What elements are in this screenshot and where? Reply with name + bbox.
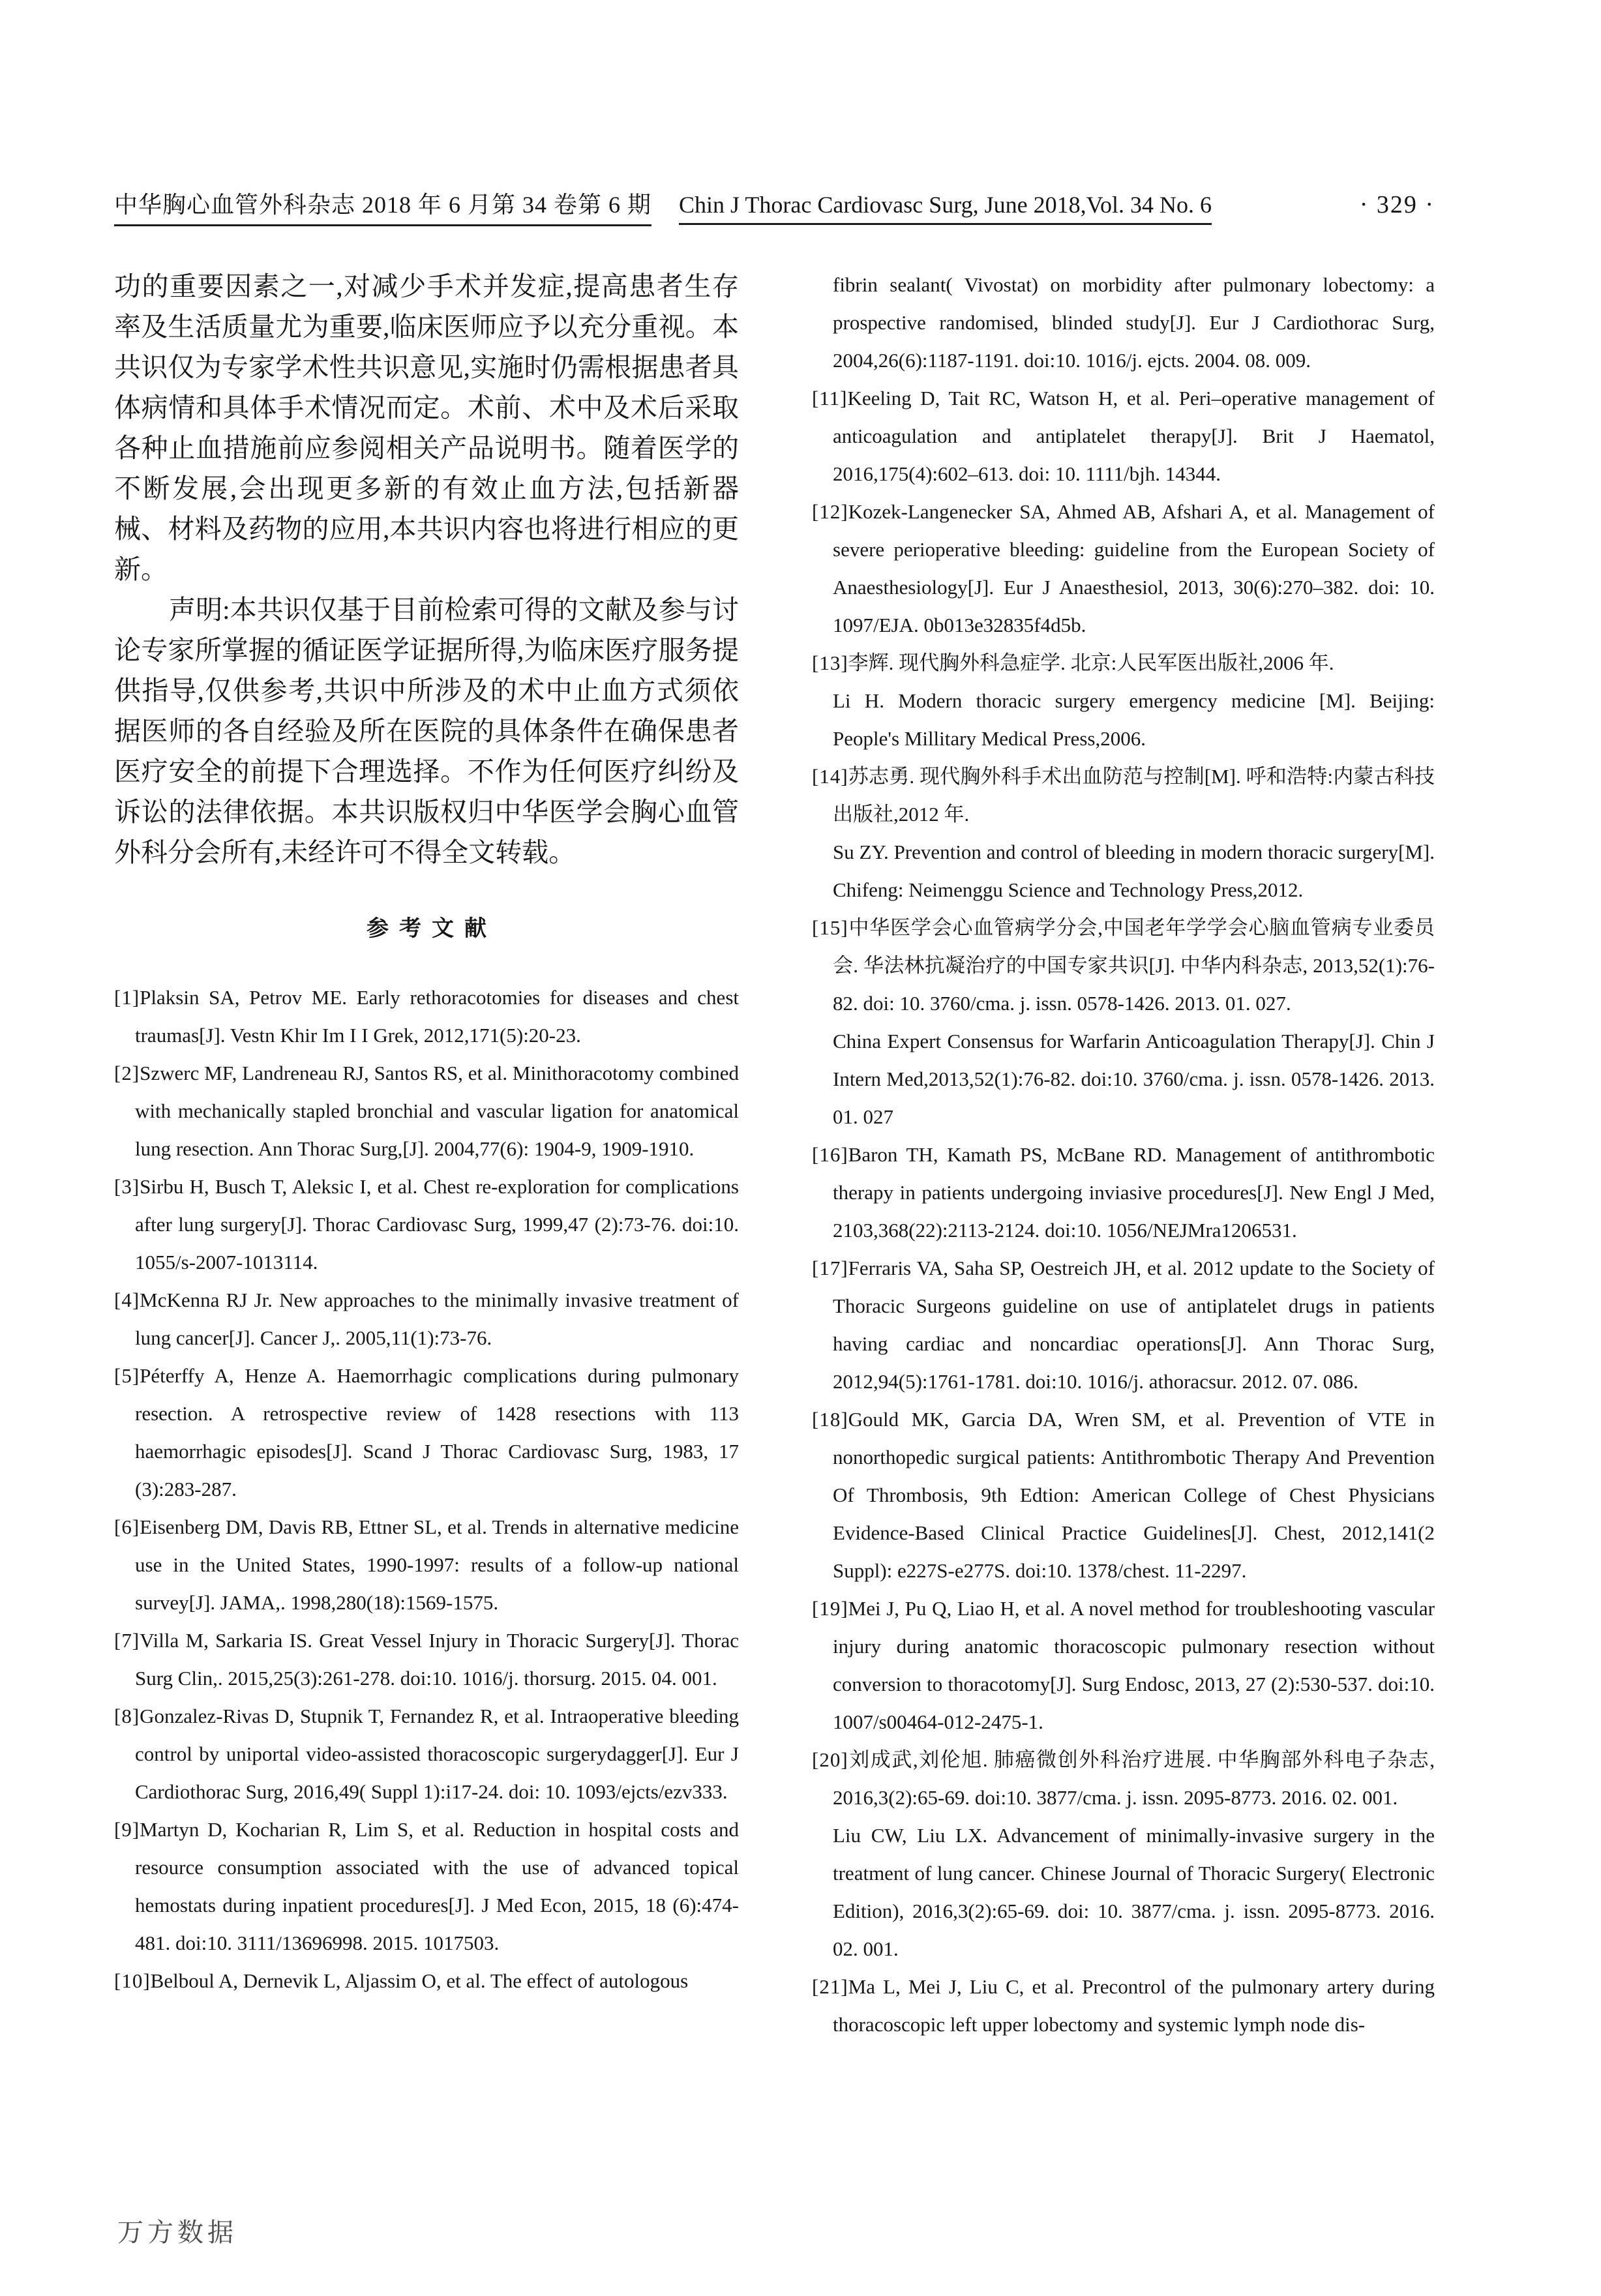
reference-label: [7] xyxy=(114,1629,140,1652)
reference-item xyxy=(812,1136,1435,1249)
reference-text: Plaksin SA, Petrov ME. Early rethoracotomies for diseases and chest traumas[J]. Vestn Khir Im I I Grek, 2012,171(5):20-23. xyxy=(135,986,739,1047)
left-column xyxy=(114,266,739,2219)
reference-text: Keeling D, Tait RC, Watson H, et al. Peri–operative management of anticoagulation and antiplatelet therapy[J]. Brit J Haematol, 2016,175(4):602–613. doi: 10. 1111/bjh. 14344. xyxy=(833,387,1435,485)
journal-title-english: Chin J Thorac Cardiovasc Surg, June 2018,Vol. 34 No. 6 xyxy=(679,191,1212,225)
body-paragraph: 功的重要因素之一,对减少手术并发症,提高患者生存率及生活质量尤为重要,临床医师应予以充分重视。本共识仅为专家学术性共识意见,实施时仍需根据患者具体病情和具体手术情况而定。术前、术中及术后采取各种止血措施前应参阅相关产品说明书。随着医学的不断发展,会出现更多新的有效止血方法,包括新器械、材料及药物的应用,本共识内容也将进行相应的更新。 xyxy=(114,271,739,584)
reference-label: [1] xyxy=(114,986,140,1009)
reference-item xyxy=(114,1508,739,1622)
reference-label: [18] xyxy=(812,1408,848,1431)
reference-item xyxy=(812,1590,1435,1741)
reference-label: [10] xyxy=(114,1969,151,1992)
reference-label: [15] xyxy=(812,916,848,939)
reference-item xyxy=(114,1168,739,1281)
reference-translation: Li H. Modern thoracic surgery emergency medicine [M]. Beijing: People's Millitary Medical Press,2006. xyxy=(833,689,1435,750)
reference-item xyxy=(114,1622,739,1697)
reference-label: [13] xyxy=(812,651,848,674)
reference-item xyxy=(114,979,739,1054)
reference-label: [8] xyxy=(114,1705,140,1727)
reference-label: [12] xyxy=(812,500,848,523)
reference-text: 刘成武,刘伦旭. 肺癌微创外科治疗进展. 中华胸部外科电子杂志, 2016,3(2):65-69. doi:10. 3877/cma. j. issn. 2095-8773. 2016. 02. 001. xyxy=(833,1748,1435,1809)
reference-item xyxy=(812,380,1435,493)
journal-title-chinese: 中华胸心血管外科杂志 2018 年 6 月第 34 卷第 6 期 xyxy=(114,186,651,226)
reference-item xyxy=(812,1968,1435,2044)
reference-text: Martyn D, Kocharian R, Lim S, et al. Reduction in hospital costs and resource consumption associated with the use of advanced topical hemostats during inpatient procedures[J]. J Med Econ, 2015, 18 (6):474-481. doi:10. 3111/13696998. 2015. 1017503. xyxy=(135,1818,739,1954)
reference-item xyxy=(114,1962,739,2000)
reference-item xyxy=(812,1741,1435,1968)
reference-text: 苏志勇. 现代胸外科手术出血防范与控制[M]. 呼和浩特:内蒙古科技出版社,2012 年. xyxy=(833,765,1435,826)
reference-label: [9] xyxy=(114,1818,140,1841)
reference-item xyxy=(812,909,1435,1136)
reference-label: [14] xyxy=(812,765,848,788)
reference-text: Belboul A, Dernevik L, Aljassim O, et al. The effect of autologous xyxy=(150,1969,689,1992)
reference-text: McKenna RJ Jr. New approaches to the minimally invasive treatment of lung cancer[J]. Cancer J,. 2005,11(1):73-76. xyxy=(135,1289,739,1349)
reference-item xyxy=(812,1401,1435,1590)
reference-label: [16] xyxy=(812,1143,848,1166)
reference-text: Eisenberg DM, Davis RB, Ettner SL, et al. Trends in alternative medicine use in the United States, 1990-1997: results of a follow-up national survey[J]. JAMA,. 1998,280(18):1569-1575. xyxy=(135,1515,739,1614)
reference-item xyxy=(114,1281,739,1357)
references-list-left xyxy=(114,979,739,2000)
reference-translation: Liu CW, Liu LX. Advancement of minimally-invasive surgery in the treatment of lung cancer. Chinese Journal of Thoracic Surgery( Electronic Edition), 2016,3(2):65-69. doi: 10. 3877/cma. j. issn. 2095-8773. 2016. 02. 001. xyxy=(833,1824,1435,1960)
reference-item xyxy=(114,1357,739,1508)
reference-text: Baron TH, Kamath PS, McBane RD. Management of antithrombotic therapy in patients undergoing inviasive procedures[J]. New Engl J Med, 2103,368(22):2113-2124. doi:10. 1056/NEJMra1206531. xyxy=(833,1143,1435,1242)
reference-label: [3] xyxy=(114,1175,140,1198)
reference-label: [5] xyxy=(114,1364,140,1387)
reference-translation: Su ZY. Prevention and control of bleeding in modern thoracic surgery[M]. Chifeng: Neimenggu Science and Technology Press,2012. xyxy=(833,841,1435,901)
statement-paragraph: 声明:本共识仅基于目前检索可得的文献及参与讨论专家所掌握的循证医学证据所得,为临床医疗服务提供指导,仅供参考,共识中所涉及的术中止血方式须依据医师的各自经验及所在医院的具体条件在确保患者医疗安全的前提下合理选择。不作为任何医疗纠纷及诉讼的法律依据。本共识版权归中华医学会胸心血管外科分会所有,未经许可不得全文转载。 xyxy=(114,595,739,867)
reference-translation: China Expert Consensus for Warfarin Anticoagulation Therapy[J]. Chin J Intern Med,2013,52(1):76-82. doi:10. 3760/cma. j. issn. 0578-1426. 2013. 01. 027 xyxy=(833,1030,1435,1128)
reference-text: 中华医学会心血管病学分会,中国老年学学会心脑血管病专业委员会. 华法林抗凝治疗的中国专家共识[J]. 中华内科杂志, 2013,52(1):76-82. doi: 10. 3760/cma. j. issn. 0578-1426. 2013. 01. 027. xyxy=(833,916,1435,1015)
right-column xyxy=(812,266,1435,2216)
reference-text: Villa M, Sarkaria IS. Great Vessel Injury in Thoracic Surgery[J]. Thorac Surg Clin,. 2015,25(3):261-278. doi:10. 1016/j. thorsurg. 2015. 04. 001. xyxy=(135,1629,739,1690)
reference-item xyxy=(114,1697,739,1811)
page-header xyxy=(114,186,1435,226)
reference-text: Mei J, Pu Q, Liao H, et al. A novel method for troubleshooting vascular injury during anatomic thoracoscopic pulmonary resection without conversion to thoracotomy[J]. Surg Endosc, 2013, 27 (2):530-537. doi:10. 1007/s00464-012-2475-1. xyxy=(833,1597,1435,1733)
references-heading: 参考文献 xyxy=(367,916,497,941)
reference-item xyxy=(812,644,1435,758)
reference-label: [6] xyxy=(114,1515,140,1538)
page-number: · 329 · xyxy=(1359,191,1435,218)
reference-label: [4] xyxy=(114,1289,140,1311)
reference-translation: fibrin sealant( Vivostat) on morbidity after pulmonary lobectomy: a prospective randomised, blinded study[J]. Eur J Cardiothorac Surg, 2004,26(6):1187-1191. doi:10. 1016/j. ejcts. 2004. 08. 009. xyxy=(833,273,1435,372)
reference-label: [20] xyxy=(812,1748,848,1771)
reference-label: [17] xyxy=(812,1257,848,1279)
reference-text: Péterffy A, Henze A. Haemorrhagic complications during pulmonary resection. A retrospective review of 1428 resections with 113 haemorrhagic episodes[J]. Scand J Thorac Cardiovasc Surg, 1983, 17 (3):283-287. xyxy=(135,1364,739,1500)
reference-text: 李辉. 现代胸外科急症学. 北京:人民军医出版社,2006 年. xyxy=(848,651,1334,674)
reference-item xyxy=(812,1249,1435,1401)
reference-label: [19] xyxy=(812,1597,848,1620)
reference-text: Gonzalez-Rivas D, Stupnik T, Fernandez R, et al. Intraoperative bleeding control by uniportal video-assisted thoracoscopic surgerydagger[J]. Eur J Cardiothorac Surg, 2016,49( Suppl 1):i17-24. doi: 10. 1093/ejcts/ezv333. xyxy=(135,1705,739,1803)
reference-text: Sirbu H, Busch T, Aleksic I, et al. Chest re-exploration for complications after lung surgery[J]. Thorac Cardiovasc Surg, 1999,47 (2):73-76. doi:10. 1055/s-2007-1013114. xyxy=(135,1175,739,1274)
reference-label: [11] xyxy=(812,387,848,410)
reference-text: Gould MK, Garcia DA, Wren SM, et al. Prevention of VTE in nonorthopedic surgical patients: Antithrombotic Therapy And Prevention Of Thrombosis, 9th Edtion: American College of Chest Physicians Evidence-Based Clinical Practice Guidelines[J]. Chest, 2012,141(2 Suppl): e227S-e277S. doi:10. 1378/chest. 11-2297. xyxy=(833,1408,1435,1582)
reference-item xyxy=(812,758,1435,909)
reference-item xyxy=(812,266,1435,380)
reference-text: Szwerc MF, Landreneau RJ, Santos RS, et al. Minithoracotomy combined with mechanically stapled bronchial and vascular ligation for anatomical lung resection. Ann Thorac Surg,[J]. 2004,77(6): 1904-9, 1909-1910. xyxy=(135,1062,739,1160)
reference-item xyxy=(812,493,1435,644)
reference-text: Ma L, Mei J, Liu C, et al. Precontrol of the pulmonary artery during thoracoscopic left upper lobectomy and systemic lymph node dis- xyxy=(833,1975,1435,2036)
reference-text: Ferraris VA, Saha SP, Oestreich JH, et al. 2012 update to the Society of Thoracic Surgeons guideline on use of antiplatelet drugs in patients having cardiac and noncardiac operations[J]. Ann Thorac Surg, 2012,94(5):1761-1781. doi:10. 1016/j. athoracsur. 2012. 07. 086. xyxy=(833,1257,1435,1393)
reference-item xyxy=(114,1811,739,1962)
reference-label: [21] xyxy=(812,1975,848,1998)
reference-label: [2] xyxy=(114,1062,140,1084)
reference-text: Kozek-Langenecker SA, Ahmed AB, Afshari A, et al. Management of severe perioperative bleeding: guideline from the European Society of Anaesthesiology[J]. Eur J Anaesthesiol, 2013, 30(6):270–382. doi: 10. 1097/EJA. 0b013e32835f4d5b. xyxy=(833,500,1435,636)
references-list-right xyxy=(812,266,1435,2044)
wanfang-watermark: 万方数据 xyxy=(117,2218,237,2247)
reference-item xyxy=(114,1054,739,1168)
